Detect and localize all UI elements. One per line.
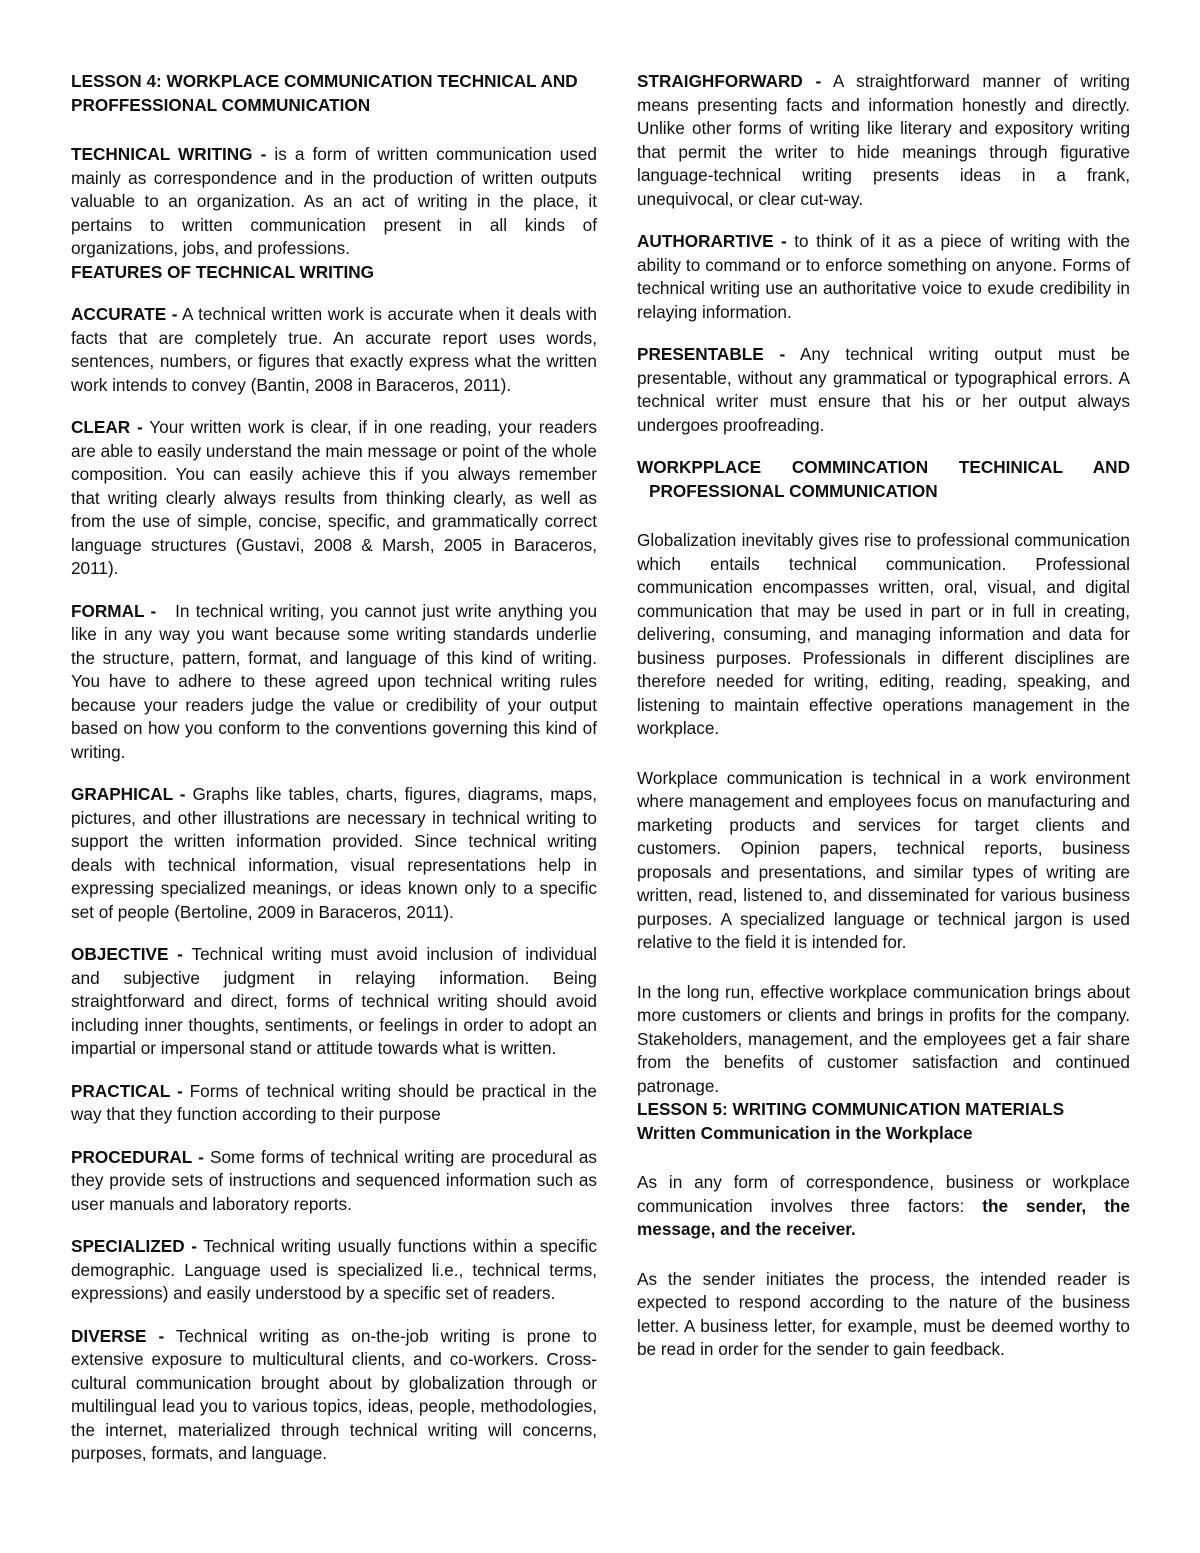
- workplace-heading-line2: [637, 480, 1130, 504]
- feature-straightforward: [637, 70, 1130, 211]
- term: AUTHORARTIVE -: [637, 231, 787, 251]
- definition: Technical writing usually functions within a specific demographic. Language used is specialized li.e., technical terms, expressions) and easily understood by a specific set of readers.: [71, 1236, 598, 1303]
- feature-clear: [71, 416, 597, 581]
- feature-diverse: [71, 1325, 597, 1466]
- feature-authoritative: [637, 230, 1130, 324]
- feature-formal: [71, 600, 602, 765]
- feature-specialized: [71, 1235, 597, 1306]
- workplace-heading-line1-text: WORKPPLACE COMMINCATION TECHINICAL AND: [637, 457, 1130, 477]
- definition: Your written work is clear, if in one reading, your readers are able to easily understand the main message or point of the whole composition. You can easily achieve this if you always remember that writing clearly always results from thinking clearly, as well as from the use of simple, concise, specific, and grammatically correct language structures (Gustavi, 2008 & Marsh, 2005 in Baraceros, 2011).: [71, 417, 597, 578]
- written-communication-heading: Written Communication in the Workplace: [637, 1122, 973, 1143]
- term: PRACTICAL -: [71, 1080, 183, 1101]
- term: PROCEDURAL -: [71, 1146, 204, 1167]
- feature-practical: [71, 1080, 597, 1127]
- definition: is a form of written communication used mainly as correspondence and in the production of written outputs valuable to an organization. As an act of writing in the place, it pertains to written communication present in all kinds of organizations, jobs, and professions.: [71, 144, 597, 258]
- factors-text: As in any form of correspondence, business or workplace communication involves three factors:: [637, 1172, 1130, 1216]
- workplace-heading-line1: [637, 456, 1130, 480]
- term: STRAIGHFORWARD -: [637, 71, 822, 91]
- sender-paragraph: As the sender initiates the process, the intended reader is expected to respond according to the nature of the business letter. A business letter, for example, must be deemed worthy to be read in order for the sender to gain feedback.: [637, 1268, 1130, 1359]
- definition: to think of it as a piece of writing with the ability to command or to enforce something on anyone. Forms of technical writing use an authoritative voice to exude credibility in relaying information.: [637, 231, 1130, 322]
- term: SPECIALIZED -: [71, 1236, 197, 1256]
- feature-objective: [71, 943, 597, 1061]
- definition: Some forms of technical writing are procedural as they provide sets of instructions and sequenced information such as user manuals and laboratory reports.: [71, 1146, 597, 1214]
- term: FORMAL -: [71, 600, 157, 621]
- feature-procedural: [71, 1146, 597, 1217]
- definition: Graphs like tables, charts, figures, diagrams, maps, pictures, and other illustrations are necessary in technical writing to support the written information provided. Since technical writing deals with technical information, visual representations help in expressing specialized meanings, or ideas known only to a specific set of people (Bertoline, 2009 in Baraceros, 2011).: [71, 784, 597, 922]
- definition: Technical writing must avoid inclusion of individual and subjective judgment in relaying information. Being straightforward and direct, forms of technical writing should avoid including inner thoughts, sentiments, or feelings in order to adopt an impartial or impersonal stand or attitude towards what is written.: [71, 944, 597, 1058]
- lesson4-title: LESSON 4: WORKPLACE COMMUNICATION TECHNICAL AND PROFFESSIONAL COMMUNICATION: [71, 71, 578, 115]
- workplace-heading: [637, 456, 1130, 503]
- long-run-paragraph: In the long run, effective workplace communication brings about more customers or clients and brings in profits for the company. Stakeholders, management, and the employees get a fair share from the benefits of customer satisfaction and continued patronage.: [637, 981, 1130, 1096]
- term: ACCURATE -: [71, 304, 178, 324]
- feature-graphical: [71, 783, 597, 924]
- globalization-paragraph: Globalization inevitably gives rise to professional communication which entails technical communication. Professional communication encompasses written, oral, visual, and digital communication that may be used in part or in full in creating, delivering, consuming, and managing information and data for business purposes. Professionals in different disciplines are therefore needed for writing, editing, reading, speaking, and listening to maintain effective operations management in the workplace.: [637, 530, 1130, 738]
- feature-presentable: [637, 343, 1130, 437]
- factors-bold: the sender, the message, and the receiver.: [637, 1195, 1130, 1239]
- left-column: [71, 70, 602, 1466]
- three-factors-paragraph: [637, 1171, 1130, 1242]
- definition: Any technical writing output must be presentable, without any grammatical or typographical errors. A technical writer must ensure that his or her output always undergoes proofreading.: [637, 344, 1130, 435]
- right-column: [637, 70, 1130, 1362]
- term: GRAPHICAL -: [71, 784, 186, 804]
- workplace-paragraph: Workplace communication is technical in a work environment where management and employees focus on manufacturing and marketing products and services for target clients and customers. Opinion papers, technical reports, business proposals and presentations, and similar types of writing are written, read, listened to, and disseminated for various business purposes. A specialized language or technical jargon is used relative to the field it is intended for.: [637, 767, 1130, 952]
- workplace-heading-line2-text: PROFESSIONAL COMMUNICATION: [649, 480, 938, 501]
- definition: A technical written work is accurate when it deals with facts that are completely true. An accurate report uses words, sentences, numbers, or figures that exactly express what the written work intends to convey (Bantin, 2008 in Baraceros, 2011).: [71, 304, 597, 395]
- lesson5-title: LESSON 5: WRITING COMMUNICATION MATERIALS: [637, 1099, 1065, 1119]
- definition: Technical writing as on-the-job writing is prone to extensive exposure to multicultural clients, and co-workers. Cross-cultural communication brought about by globalization through or multilingual lead you to various topics, ideas, people, methodologies, the internet, materialized through technical writing will concerns, purposes, formats, and language.: [71, 1325, 597, 1463]
- technical-writing-paragraph: [71, 143, 597, 261]
- term: TECHNICAL WRITING -: [71, 144, 267, 164]
- term: CLEAR -: [71, 417, 143, 437]
- definition: Forms of technical writing should be practical in the way that they function according to their purpose: [71, 1080, 597, 1124]
- features-heading: FEATURES OF TECHNICAL WRITING: [71, 261, 374, 282]
- term: DIVERSE -: [71, 1325, 165, 1346]
- definition: In technical writing, you cannot just write anything you like in any way you want because some writing standards underlie the structure, pattern, format, and language of this kind of writing. You have to adhere to these agreed upon technical writing rules because your readers judge the value or credibility of your output based on how you conform to the conventions governing this kind of writing.: [71, 600, 602, 762]
- definition: A straightforward manner of writing means presenting facts and information honestly and directly. Unlike other forms of writing like literary and expository writing that permit the writer to hide meanings through figurative language-technical writing presents ideas in a frank, unequivocal, or clear cut-way.: [637, 71, 1130, 209]
- term: PRESENTABLE -: [637, 344, 786, 364]
- term: OBJECTIVE -: [71, 944, 183, 964]
- feature-accurate: [71, 303, 597, 397]
